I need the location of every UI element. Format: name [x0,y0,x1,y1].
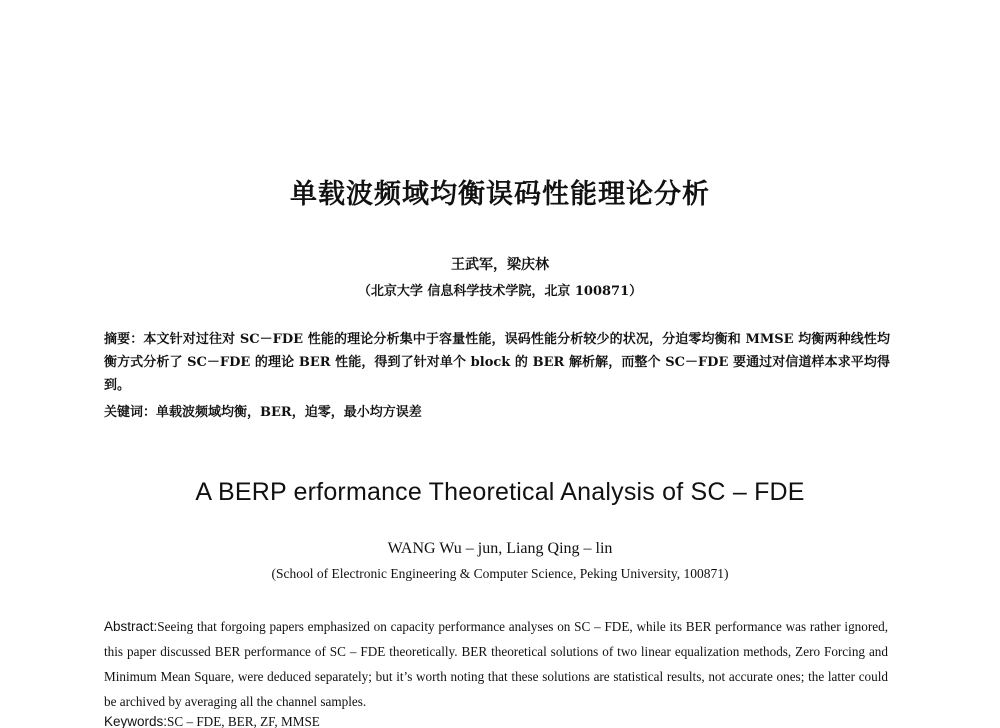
chinese-keywords-label: 关键词： [104,405,157,420]
chinese-authors: 王武军，梁庆林 [451,257,549,273]
english-keywords [104,712,888,728]
chinese-affiliation: （北京大学 信息科学技术学院，北京 100871） [357,284,643,299]
chinese-title: 单载波频域均衡误码性能理论分析 [290,179,710,210]
chinese-abstract-label: 摘要： [104,332,144,347]
chinese-keywords [104,401,890,424]
chinese-abstract [104,328,890,397]
english-abstract-label: Abstract: [104,619,158,634]
english-title: A BERP erformance Theoretical Analysis of SC – FDE [195,478,805,506]
english-affiliation: (School of Electronic Engineering & Computer Science, Peking University, 100871) [271,566,729,581]
chinese-keywords-text: 单载波频域均衡，BER，迫零，最小均方误差 [156,405,422,420]
english-keywords-text: SC – FDE, BER, ZF, MMSE [167,714,320,728]
chinese-abstract-text: 本文针对过往对 SC－FDE 性能的理论分析集中于容量性能，误码性能分析较少的状况，分迫零均衡和 MMSE 均衡两种线性均衡方式分析了 SC－FDE 的理论 BER 性能，得到了针对单个 block 的 BER 解析解，而整个 SC－FDE 要通过对信道样本求平均得到。 [104,332,890,393]
english-keywords-label: Keywords: [104,714,168,728]
english-authors: WANG Wu – jun, Liang Qing – lin [387,540,613,557]
english-abstract [104,614,888,714]
english-abstract-text: Seeing that forgoing papers emphasized on capacity performance analyses on SC – FDE, while its BER performance was rather ignored, this paper discussed BER performance of SC – FDE theoretically. BER theoretical solutions of two linear equalization methods, Zero Forcing and Minimum Mean Square, were deduced separately; but it’s worth noting that these solutions are statistical results, not accurate ones; the latter could be archived by averaging all the channel samples. [104,619,888,709]
